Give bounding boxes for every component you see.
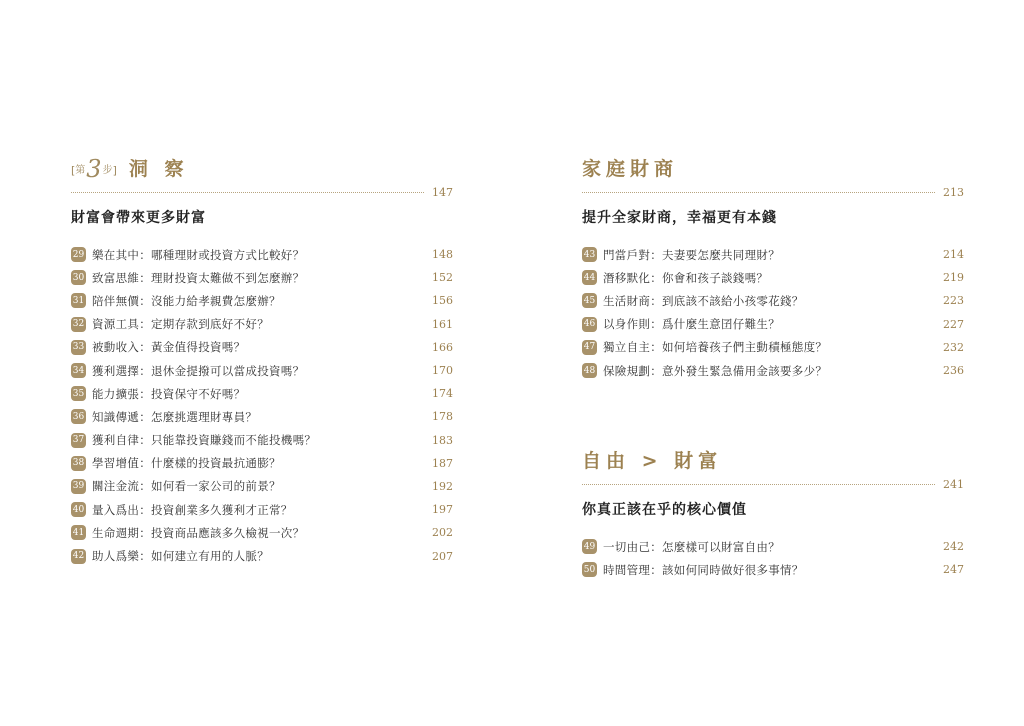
- toc-entry[interactable]: [582, 359, 964, 382]
- chapter-number-badge: 45: [582, 293, 597, 308]
- section-subtitle: 你真正該在乎的核心價值: [582, 502, 747, 518]
- toc-entry[interactable]: [582, 535, 964, 558]
- chapter-title: 量入爲出：投資創業多久獲利才正常？: [92, 502, 293, 517]
- chapter-page-number: 207: [432, 549, 453, 563]
- chapter-page-number: 148: [432, 248, 453, 262]
- section-title: 洞 察: [128, 158, 189, 180]
- toc-entry[interactable]: [71, 266, 453, 289]
- toc-entry[interactable]: [71, 336, 453, 359]
- chapter-page-number: 197: [432, 503, 453, 517]
- dotted-divider: [582, 484, 935, 485]
- chapter-page-number: 242: [943, 540, 964, 554]
- step-number: 3: [86, 155, 102, 183]
- chapter-number-badge: 37: [71, 433, 86, 448]
- section-header: [582, 152, 964, 182]
- chapter-page-number: 202: [432, 526, 453, 540]
- chapter-title: 能力擴張：投資保守不好嗎？: [92, 386, 246, 401]
- chapter-page-number: 174: [432, 387, 453, 401]
- toc-entry[interactable]: [71, 382, 453, 405]
- chapter-title: 致富思維：理財投資太難做不到怎麼辦？: [92, 270, 305, 285]
- toc-entry[interactable]: [582, 313, 964, 336]
- toc-entry[interactable]: [582, 243, 964, 266]
- chapter-title: 學習增值：什麼樣的投資最抗通膨？: [92, 456, 281, 471]
- chapter-title: 樂在其中：哪種理財或投資方式比較好？: [92, 247, 305, 262]
- toc-entry[interactable]: [71, 429, 453, 452]
- chapter-title: 助人爲樂：如何建立有用的人脈？: [92, 549, 269, 564]
- chapter-number-badge: 49: [582, 539, 597, 554]
- chapter-page-number: 152: [432, 271, 453, 285]
- step-prefix: 第: [75, 165, 86, 176]
- chapter-page-number: 236: [943, 364, 964, 378]
- toc-entry[interactable]: [582, 558, 964, 581]
- toc-list: [582, 535, 964, 581]
- toc-entry[interactable]: [71, 289, 453, 312]
- chapter-page-number: 161: [432, 317, 453, 331]
- toc-entry[interactable]: [71, 405, 453, 428]
- toc-list: [582, 243, 964, 382]
- step-bracket-close: ]: [112, 164, 117, 177]
- chapter-page-number: 183: [432, 433, 453, 447]
- toc-entry[interactable]: [71, 498, 453, 521]
- toc-list: [71, 243, 453, 568]
- chapter-title: 保險規劃：意外發生緊急備用金該要多少？: [603, 363, 828, 378]
- toc-section-insight: [71, 152, 453, 568]
- toc-section-family: [582, 152, 964, 382]
- section-rule: [582, 186, 964, 198]
- toc-entry[interactable]: [71, 313, 453, 336]
- chapter-page-number: 232: [943, 340, 964, 354]
- chapter-title: 門當戶對：夫妻要怎麼共同理財？: [603, 247, 780, 262]
- step-suffix: 步: [102, 165, 113, 176]
- chapter-page-number: 192: [432, 479, 453, 493]
- chapter-title: 知識傳遞：怎麼挑選理財專員？: [92, 409, 258, 424]
- chapter-number-badge: 29: [71, 247, 86, 262]
- chapter-page-number: 156: [432, 294, 453, 308]
- chapter-number-badge: 41: [71, 525, 86, 540]
- chapter-number-badge: 44: [582, 270, 597, 285]
- section-page-number: 241: [943, 477, 964, 491]
- chapter-number-badge: 43: [582, 247, 597, 262]
- chapter-number-badge: 39: [71, 479, 86, 494]
- toc-entry[interactable]: [71, 544, 453, 567]
- chapter-number-badge: 42: [71, 549, 86, 564]
- chapter-title: 以身作則：爲什麼生意囝仔難生？: [603, 317, 780, 332]
- chapter-title: 生命週期：投資商品應該多久檢視一次？: [92, 525, 305, 540]
- chapter-number-badge: 47: [582, 340, 597, 355]
- toc-entry[interactable]: [71, 243, 453, 266]
- section-header: [71, 152, 453, 182]
- toc-entry[interactable]: [71, 521, 453, 544]
- chapter-page-number: 223: [943, 294, 964, 308]
- chapter-title: 陪伴無價：沒能力給孝親費怎麼辦？: [92, 293, 281, 308]
- chapter-number-badge: 33: [71, 340, 86, 355]
- toc-entry[interactable]: [71, 359, 453, 382]
- chapter-title: 關注金流：如何看一家公司的前景？: [92, 479, 281, 494]
- toc-entry[interactable]: [582, 266, 964, 289]
- chapter-number-badge: 40: [71, 502, 86, 517]
- chapter-title: 資源工具：定期存款到底好不好？: [92, 317, 269, 332]
- chapter-number-badge: 34: [71, 363, 86, 378]
- section-rule: [71, 186, 453, 198]
- chapter-page-number: 227: [943, 317, 964, 331]
- chapter-page-number: 170: [432, 364, 453, 378]
- chapter-title: 時間管理：該如何同時做好很多事情？: [603, 562, 804, 577]
- section-page-number: 213: [943, 185, 964, 199]
- chapter-title: 生活財商：到底該不該給小孩零花錢？: [603, 293, 804, 308]
- chapter-title: 獲利自律：只能靠投資賺錢而不能投機嗎？: [92, 433, 317, 448]
- chapter-title: 一切由己：怎麼樣可以財富自由？: [603, 539, 780, 554]
- section-page-number: 147: [432, 185, 453, 199]
- chapter-number-badge: 38: [71, 456, 86, 471]
- section-subtitle: 財富會帶來更多財富: [71, 210, 206, 226]
- chapter-page-number: 214: [943, 248, 964, 262]
- step-bracket-open: [: [71, 164, 76, 177]
- toc-entry[interactable]: [71, 475, 453, 498]
- chapter-page-number: 247: [943, 563, 964, 577]
- chapter-number-badge: 46: [582, 317, 597, 332]
- chapter-title: 獲利選擇：退休金提撥可以當成投資嗎？: [92, 363, 305, 378]
- chapter-number-badge: 31: [71, 293, 86, 308]
- section-title: 家庭財商: [582, 158, 679, 180]
- section-subtitle: 提升全家財商，幸福更有本錢: [582, 210, 777, 226]
- dotted-divider: [71, 192, 424, 193]
- chapter-number-badge: 30: [71, 270, 86, 285]
- toc-entry[interactable]: [582, 289, 964, 312]
- toc-section-freedom: [582, 444, 964, 581]
- chapter-title: 獨立自主：如何培養孩子們主動積極態度？: [603, 340, 828, 355]
- chapter-page-number: 219: [943, 271, 964, 285]
- toc-entry[interactable]: [582, 336, 964, 359]
- chapter-page-number: 166: [432, 340, 453, 354]
- section-title: 自由 > 財富: [582, 450, 723, 472]
- section-rule: [582, 478, 964, 490]
- chapter-title: 被動收入：黃金值得投資嗎？: [92, 340, 246, 355]
- chapter-number-badge: 50: [582, 562, 597, 577]
- chapter-number-badge: 35: [71, 386, 86, 401]
- chapter-number-badge: 32: [71, 317, 86, 332]
- section-header: [582, 444, 964, 474]
- chapter-number-badge: 48: [582, 363, 597, 378]
- chapter-title: 潛移默化：你會和孩子談錢嗎？: [603, 270, 769, 285]
- chapter-number-badge: 36: [71, 409, 86, 424]
- toc-entry[interactable]: [71, 452, 453, 475]
- step-badge: [71, 156, 117, 182]
- chapter-page-number: 178: [432, 410, 453, 424]
- chapter-page-number: 187: [432, 456, 453, 470]
- dotted-divider: [582, 192, 935, 193]
